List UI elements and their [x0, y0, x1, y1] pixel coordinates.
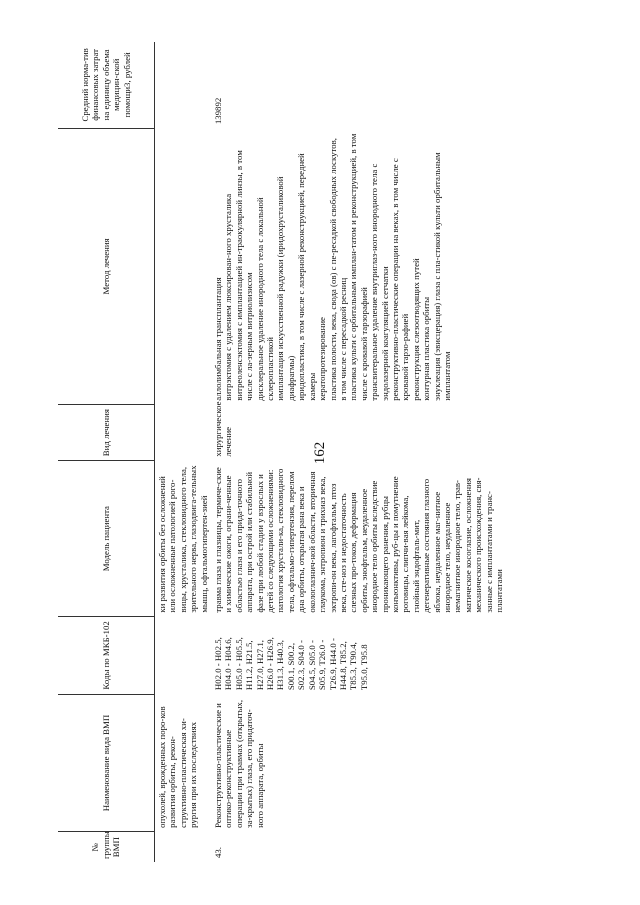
row-number — [155, 832, 212, 862]
treatment-method-item: аллолимбальная трансплантация — [213, 277, 224, 401]
treatment-method-item: энуклеация (эвисцерация) глаза с пла-стикой культи орбитальным имплантатом — [431, 152, 452, 401]
header-icd-codes: Коды по МКБ-102 — [58, 617, 155, 694]
page-number: 162 — [312, 441, 328, 465]
row-treatment-type — [155, 405, 212, 461]
row-patient-model: ки развития орбиты без осложнений или осложненные патологией рого-вицы, хрусталика, стекловидного тела, зрительного нерва, глазодвига-тельных мышц, офтальмогипертен-зией — [157, 465, 209, 613]
table-header-row — [58, 42, 155, 862]
row-patient-model: травма глаза и глазницы, термиче-ские и химические ожоги, ограни-ченные областью глаза и его прида-точного аппарата, при острой или стабильной фазе при любой стадии у взрослых и детей со следующими осложнениями: патология хрустали-ка, стекловидного тела, офтальмо-гипертензия, перелом дна орбиты, открытая рана века и окологлазнич-ной области, вторичная глаукома, энтропион и трихиаз века, эктропи-он века, лагофтальм, птоз века, сте-ноз и недостаточность слезных про-токов, деформация орбиты, энофтальм, неудаленное инородное тело орбиты вследствие проникающего ранения, рубцы конъюнктивы, руб-цы и помутнение роговицы, слипчи-вая лейкома, гнойный эндофталь-мит, дегенеративные состояния глазного яблока, неудаленное маг-нитное инородное тело, неудаленное немагнитное инородное тело, трав-матическое косоглазие, осложнения механического происхождения, свя-занные с имплантатами и транс-плантатами — [213, 467, 504, 613]
treatment-method-item: иридопластика, в том числе с лазерной реконструкцией, передней камеры — [296, 153, 317, 401]
table-row — [211, 42, 506, 862]
treatment-method-item: имплантация искусственной радужки (иридохрусталиковой диафрагмы) — [275, 176, 296, 401]
treatment-method-item: витрэктомия с удалением люксирован-ного хрусталика — [223, 193, 234, 401]
treatment-method-item: пластика полости, века, свода (ов) с пе-ресадкой свободных лоскутов, в том числе с пересадкой ресниц — [327, 138, 348, 401]
row-treatment-type: хирургическое лечение — [213, 401, 234, 457]
header-vmp-name: Наименование вида ВМП — [58, 694, 155, 832]
row-treatment-methods — [155, 128, 212, 405]
treatment-method-item: кератопротезирование — [317, 317, 328, 401]
treatment-method-item: реконструктивно-пластические операции на веках, в том числе с кровавой тарзо-рафией — [389, 158, 411, 401]
treatment-method-item: трансвитеральное удаление внутриглаз-ного инородного тела с эндолазерной коагуляцией сетчатки — [369, 163, 390, 401]
row-number: 43. — [213, 847, 224, 858]
rotated-table-wrapper — [58, 42, 558, 862]
row-icd-codes: H02.0 - H02.5, H04.0 - H04.6, H05.0 - H05.5, H11.2, H21.5, H27.0, H27.1, H26.0 - H26.9, H31.3, H40.3, S00.1, S00.2, S02.3, S04.0 - S04.5, S05.0 - S05.9, T26.0 - T26.9, H44.0 - H44.8, T85.2, T85.3, T90.4, T95.0, T95.8 — [213, 637, 369, 691]
row-average-cost — [155, 42, 212, 128]
treatment-method-item: витреоленсэктомия с имплантацией ин-траокулярной линзы, в том числе с ла-зерным витриолизисом — [233, 150, 255, 401]
row-average-cost: 139892 — [213, 97, 224, 125]
vmp-table — [58, 42, 506, 862]
header-treatment-type: Вид лечения — [58, 405, 155, 461]
header-average-cost: Средний норма-тив финансовых затрат на единицу объема медицин-ской помощи3, рублей — [58, 42, 155, 128]
header-patient-model: Модель пациента — [58, 461, 155, 617]
row-vmp-name: опухолей, врожденных поро-ков развития орбиты, рекон-структивно-пластическая хи-рургия при их последствиях — [157, 706, 199, 828]
header-group-number: № группы ВМП — [58, 832, 155, 862]
treatment-method-item: реконструкция слезоотводящих путей — [410, 258, 421, 401]
row-treatment-methods — [211, 128, 506, 405]
treatment-method-item: дисклеральное удаление инородного тела с локальной склеропластикой — [254, 197, 276, 401]
treatment-method-item: пластика культи с орбитальным имплан-татом и реконструкцией, в том числе с кровавой тарзорафией — [348, 133, 369, 401]
row-icd-codes — [155, 617, 212, 694]
table-row — [155, 42, 212, 862]
treatment-method-item: контурная пластика орбиты — [421, 296, 432, 401]
header-treatment-method: Метод лечения — [58, 128, 155, 405]
row-vmp-name: Реконструктивно-пластические и оптико-реконструктивные операции при травмах (открытых, за-крытых) глаза, его придаточ-ного аппарата, орбиты — [213, 699, 265, 828]
